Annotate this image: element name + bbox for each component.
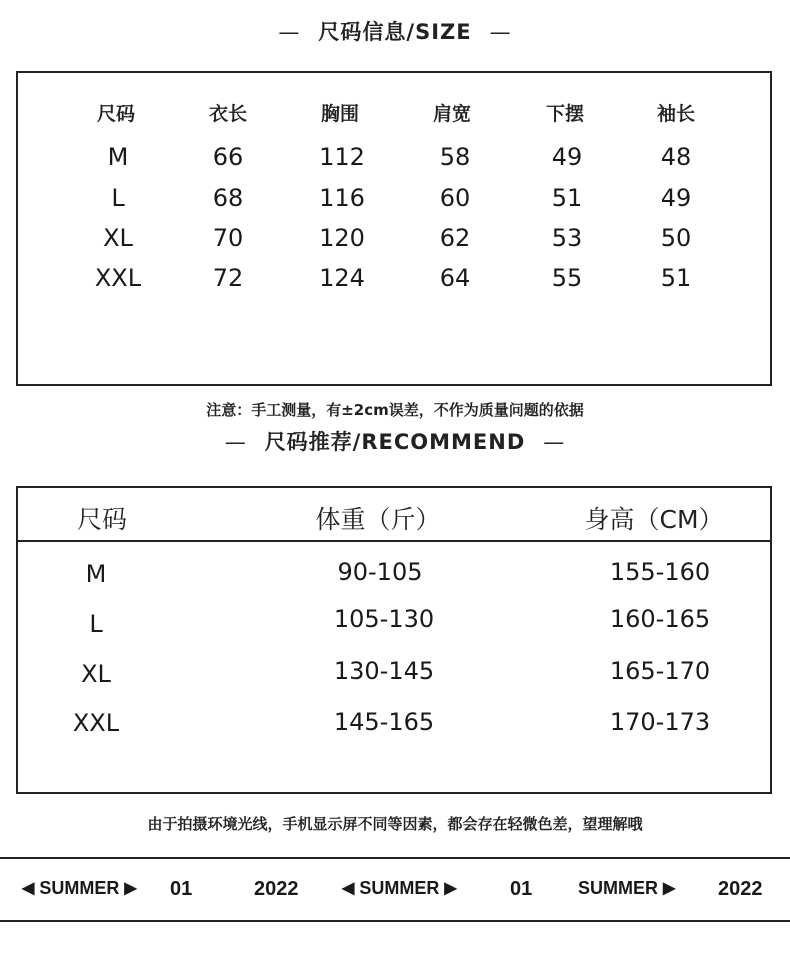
size-header-chest: 胸围 [320,103,359,125]
recommend-cell: 155-160 [609,558,711,586]
footer-summer-label: ◀ SUMMER ▶ [22,878,137,898]
footer-number: 01 [170,878,193,900]
size-cell: L [111,184,125,212]
size-cell: 116 [319,184,365,212]
recommend-header-height: 身高（CM） [584,505,724,534]
measurement-note: 注意：手工测量，有±2cm误差，不作为质量问题的依据 [206,401,584,419]
right-triangle-icon: ▶ [663,880,676,897]
size-header-size: 尺码 [96,103,135,125]
size-cell: 124 [319,264,365,292]
size-cell: 112 [319,143,365,171]
recommend-cell: 130-145 [333,657,435,685]
right-triangle-icon: ▶ [124,880,137,897]
size-cell: 48 [660,143,692,171]
right-triangle-icon: ▶ [444,880,457,897]
size-cell: 51 [551,184,583,212]
size-cell: 53 [551,224,583,252]
footer-year: 2022 [254,878,299,900]
footer-year: 2022 [718,878,763,900]
footer-bottom-rule [0,920,790,922]
size-cell: 68 [212,184,244,212]
recommend-cell: XXL [72,709,120,737]
size-cell: 51 [660,264,692,292]
size-cell: M [107,143,129,171]
size-table [16,71,772,386]
size-cell: XXL [94,264,142,292]
left-triangle-icon: ◀ [22,880,35,897]
recommend-cell: XL [81,660,111,688]
size-header-sleeve: 袖长 [656,103,695,125]
size-cell: 60 [439,184,471,212]
size-header-shoulder: 肩宽 [432,103,471,125]
recommend-cell: 145-165 [333,708,435,736]
recommend-cell: 90-105 [337,558,423,586]
size-cell: 62 [439,224,471,252]
size-cell: 72 [212,264,244,292]
size-cell: 58 [439,143,471,171]
size-cell: XL [103,224,133,252]
footer-summer-label: SUMMER ▶ [578,878,676,898]
recommend-cell: 165-170 [609,657,711,685]
recommend-section-title: — 尺码推荐/RECOMMEND — [224,430,566,454]
recommend-header-divider [18,540,770,542]
footer-top-rule [0,857,790,859]
size-cell: 49 [551,143,583,171]
color-difference-note: 由于拍摄环境光线，手机显示屏不同等因素，都会存在轻微色差，望理解哦 [147,815,643,833]
size-cell: 49 [660,184,692,212]
size-cell: 55 [551,264,583,292]
recommend-cell: M [85,560,107,588]
recommend-cell: 105-130 [333,605,435,633]
recommend-table [16,486,772,794]
size-cell: 64 [439,264,471,292]
recommend-cell: 170-173 [609,708,711,736]
recommend-cell: L [89,610,103,638]
size-cell: 70 [212,224,244,252]
size-cell: 50 [660,224,692,252]
left-triangle-icon: ◀ [342,880,355,897]
size-header-hem: 下摆 [545,103,584,125]
footer-number: 01 [510,878,533,900]
recommend-cell: 160-165 [609,605,711,633]
size-cell: 66 [212,143,244,171]
size-section-title: — 尺码信息/SIZE — [278,20,512,44]
recommend-header-size: 尺码 [76,505,127,534]
footer-summer-label: ◀ SUMMER ▶ [342,878,457,898]
recommend-header-weight: 体重（斤） [315,505,441,534]
size-cell: 120 [319,224,365,252]
size-header-length: 衣长 [208,103,247,125]
